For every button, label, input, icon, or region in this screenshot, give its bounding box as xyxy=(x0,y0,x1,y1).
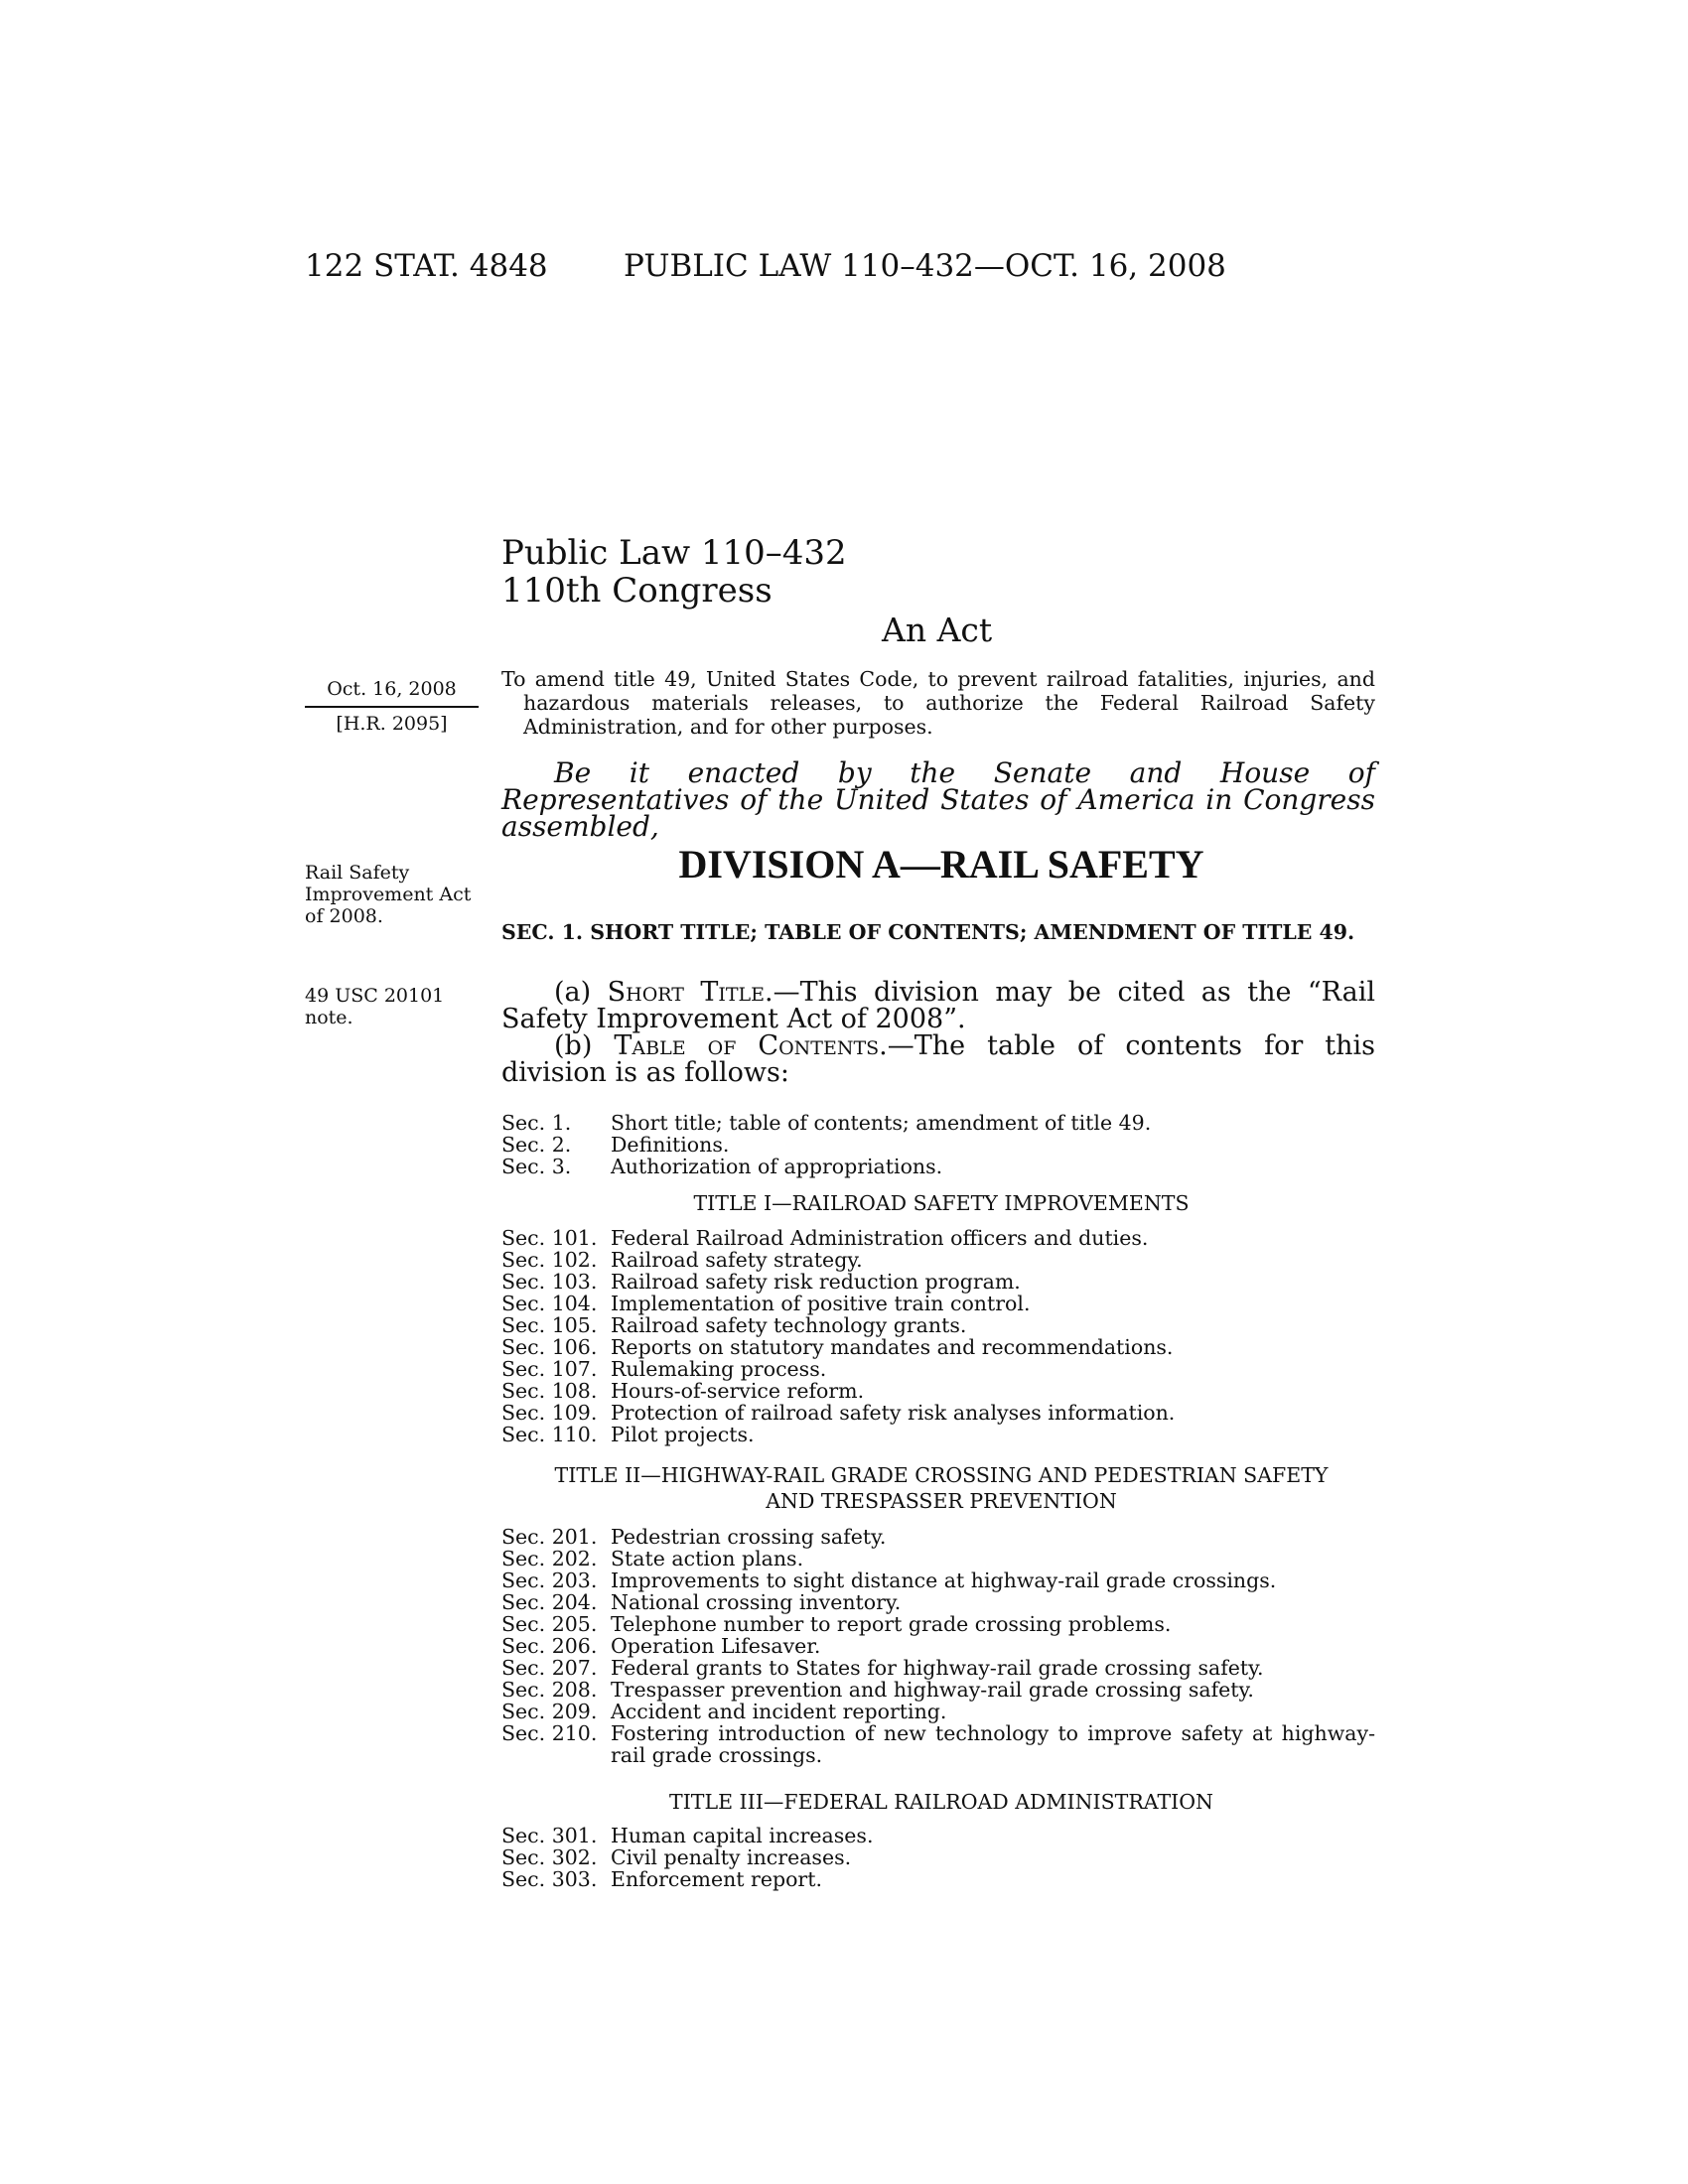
act-heading: An Act xyxy=(882,611,993,649)
toc-entry: Sec. 103. Railroad safety risk reduction program. xyxy=(501,1270,1021,1294)
margin-short-title-note: Rail Safety Improvement Act of 2008. xyxy=(305,862,472,927)
toc-entry: Sec. 203. Improvements to sight distance at highway-rail grade crossings. xyxy=(501,1569,1277,1592)
margin-bill-number: [H.R. 2095] xyxy=(336,713,448,735)
toc-entry: Sec. 3. Authorization of appropriations. xyxy=(501,1155,943,1178)
toc-entry: Sec. 202. State action plans. xyxy=(501,1547,804,1570)
toc-entry: Sec. 205. Telephone number to report grade crossing problems. xyxy=(501,1612,1172,1636)
toc-entry: Sec. 109. Protection of railroad safety risk analyses information. xyxy=(501,1401,1176,1425)
toc-entry: Sec. 204. National crossing inventory. xyxy=(501,1590,902,1614)
toc-entry: Sec. 209. Accident and incident reporting. xyxy=(501,1700,947,1723)
toc-entry: Sec. 107. Rulemaking process. xyxy=(501,1357,827,1381)
margin-usc-note: 49 USC 20101 note. xyxy=(305,985,445,1028)
toc-entry: Sec. 108. Hours-of-service reform. xyxy=(501,1379,865,1403)
toc-entry: Sec. 301. Human capital increases. xyxy=(501,1824,874,1847)
toc-entry: Sec. 106. Reports on statutory mandates and recommendations. xyxy=(501,1335,1174,1359)
act-purpose: To amend title 49, United States Code, to prevent railroad fatalities, injuries, and hazardous materials releases, to authorize the Federal Railroad Safety Administration, and for other purposes. xyxy=(501,667,1375,739)
toc-entry: Sec. 2. Definitions. xyxy=(501,1133,730,1157)
toc-entry: Sec. 207. Federal grants to States for highway-rail grade crossing safety. xyxy=(501,1656,1264,1680)
toc-entry: Sec. 102. Railroad safety strategy. xyxy=(501,1248,863,1272)
page-stat-number: 122 STAT. 4848 xyxy=(305,248,548,284)
congress-label: 110th Congress xyxy=(501,571,773,611)
subsection-b-caption: Table of Contents xyxy=(614,1030,880,1061)
section-1-heading: SEC. 1. SHORT TITLE; TABLE OF CONTENTS; AMENDMENT OF TITLE 49. xyxy=(501,920,1355,944)
margin-date: Oct. 16, 2008 xyxy=(327,678,457,700)
toc-title-2-list xyxy=(501,1526,1375,1766)
toc-title-3-heading: TITLE III—FEDERAL RAILROAD ADMINISTRATION xyxy=(669,1790,1213,1814)
toc-entry: Sec. 302. Civil penalty increases. xyxy=(501,1845,852,1869)
toc-entry: Sec. 1. Short title; table of contents; amendment of title 49. xyxy=(501,1111,1152,1135)
public-law-number: Public Law 110–432 xyxy=(501,533,847,573)
toc-entry: Sec. 104. Implementation of positive train control. xyxy=(501,1292,1031,1315)
toc-title-1-list xyxy=(501,1227,1375,1445)
enacting-clause: Be it enacted by the Senate and House of Representatives of the United States of America in Congress assembled, xyxy=(501,756,1375,843)
toc-entry: Sec. 303. Enforcement report. xyxy=(501,1867,822,1891)
toc-entry: Sec. 208. Trespasser prevention and highway-rail grade crossing safety. xyxy=(501,1678,1254,1702)
toc-general xyxy=(501,1112,1375,1177)
toc-title-3-list xyxy=(501,1825,1375,1890)
toc-title-1-heading: TITLE I—RAILROAD SAFETY IMPROVEMENTS xyxy=(693,1191,1190,1215)
division-heading: DIVISION A—RAIL SAFETY xyxy=(678,842,1204,887)
toc-entry: Sec. 201. Pedestrian crossing safety. xyxy=(501,1525,887,1549)
running-title: PUBLIC LAW 110–432—OCT. 16, 2008 xyxy=(624,248,1226,284)
toc-entry: Sec. 206. Operation Lifesaver. xyxy=(501,1634,821,1658)
subsection-a-short-title: (a) Short Title.—This division may be cited as the “Rail Safety Improvement Act of 2008”. xyxy=(501,977,1376,1034)
margin-divider xyxy=(305,706,479,708)
subsection-b-table-of-contents: (b) Table of Contents.—The table of contents for this division is as follows: xyxy=(501,1030,1376,1088)
toc-entry: Sec. 210. Fostering introduction of new technology to improve safety at highway-rail grade crossings. xyxy=(501,1721,1375,1767)
toc-entry: Sec. 101. Federal Railroad Administration officers and duties. xyxy=(501,1226,1149,1250)
toc-title-2-heading: TITLE II—HIGHWAY-RAIL GRADE CROSSING AND PEDESTRIAN SAFETY AND TRESPASSER PREVENTION xyxy=(554,1463,1329,1513)
subsection-a-caption: Short Title xyxy=(607,977,766,1008)
toc-entry: Sec. 105. Railroad safety technology grants. xyxy=(501,1313,967,1337)
toc-entry: Sec. 110. Pilot projects. xyxy=(501,1423,755,1446)
